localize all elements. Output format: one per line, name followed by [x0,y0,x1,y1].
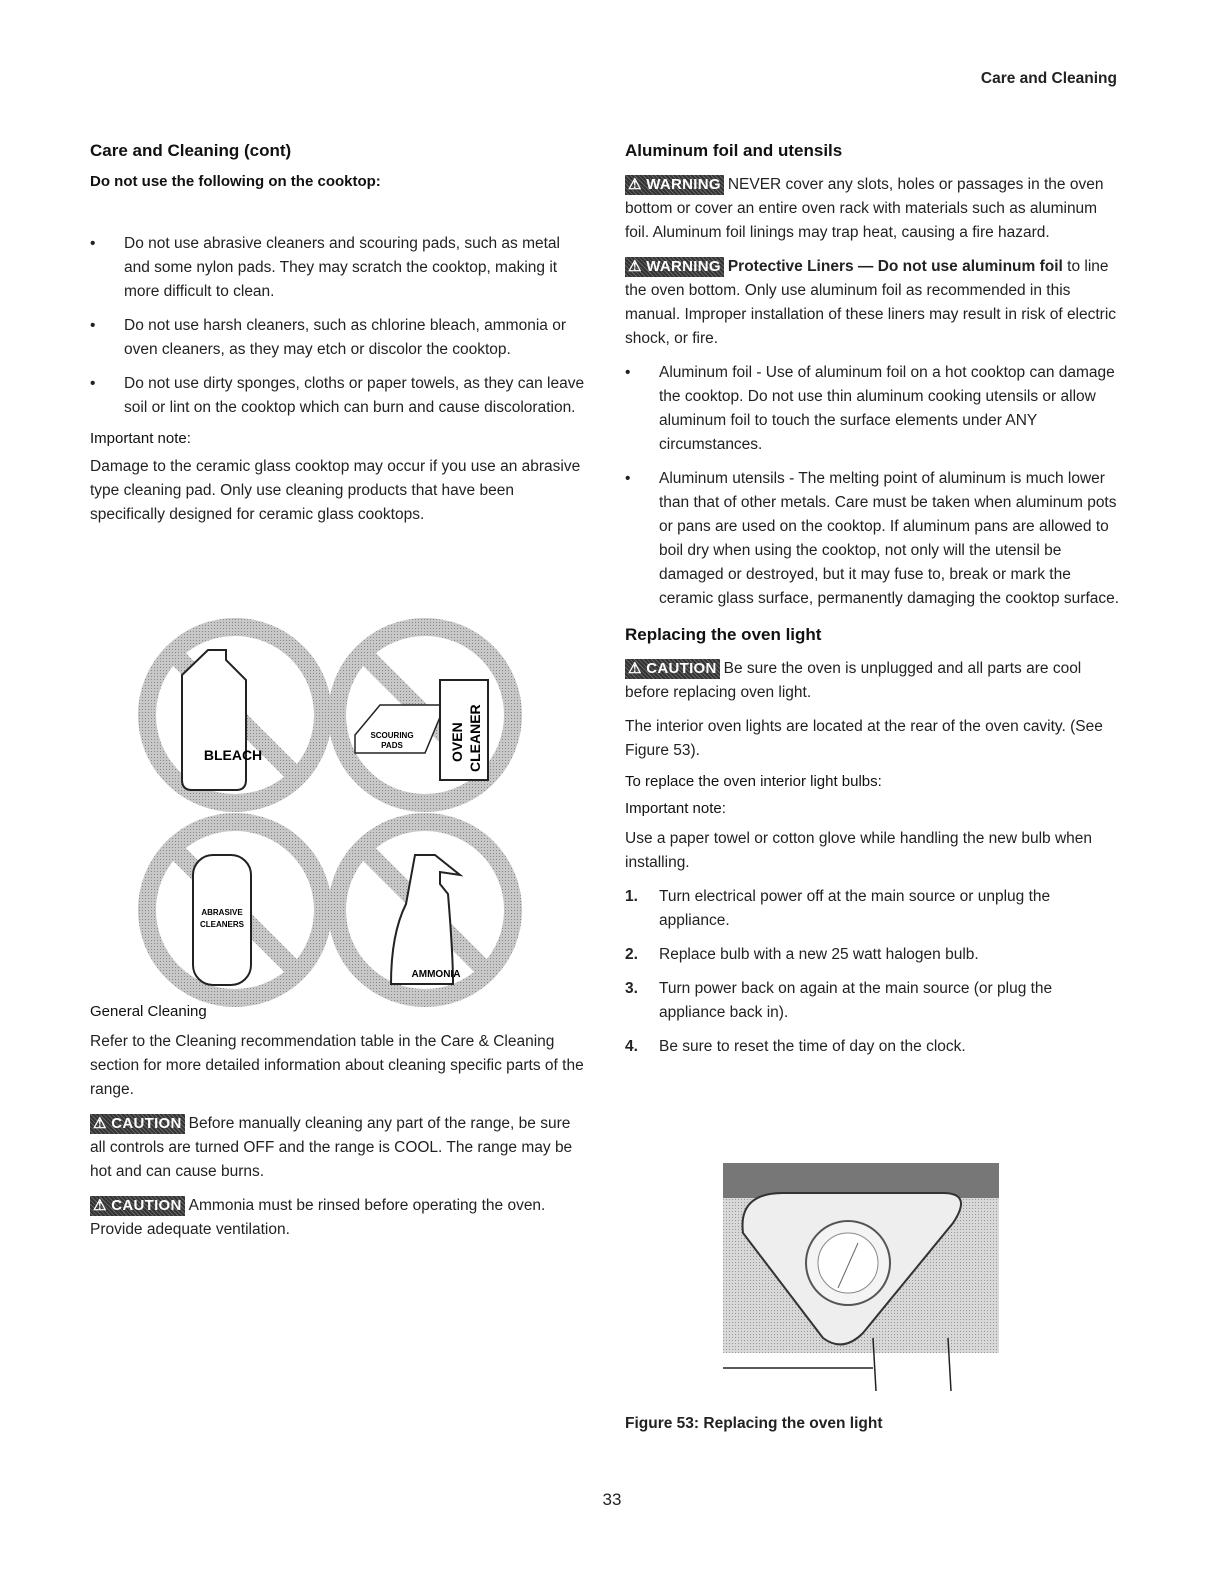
aluminum-bullet-list [625,361,1122,611]
aluminum-section-title: Aluminum foil and utensils [625,141,843,160]
pads-label: PADS [381,741,403,750]
no-scouring-pads-oven-cleaner-sign [337,627,513,803]
step-item: 3. Turn power back on again at the main source (or plug the appliance back in). [625,980,1053,1021]
ammonia-label: AMMONIA [411,969,461,980]
list-item: • Aluminum foil - Use of aluminum foil on a hot cooktop can damage the cooktop. Do not use thin aluminum cooking utensils or allow aluminum foil to touch the surface elements under ANY circumstances. [625,361,1122,457]
important-note-text: Use a paper towel or cotton glove while handling the new bulb when installing. [625,830,1093,871]
step-item: 1. Turn electrical power off at the main source or unplug the appliance. [625,888,1051,929]
caution-badge: ⚠ CAUTION [90,1196,185,1216]
warning-badge: ⚠ WARNING [625,175,724,195]
right-column [625,141,1122,1069]
general-cleaning-text: Refer to the Cleaning recommendation table in the Care & Cleaning section for more detailed information about cleaning specific parts of the range. [90,1033,584,1098]
warning-badge: ⚠ WARNING [625,257,724,277]
caution-note: ⚠ CAUTION Be sure the oven is unplugged and all parts are cool before replacing oven light. [625,660,1082,701]
caution-badge: ⚠ CAUTION [90,1114,185,1134]
list-item: • Do not use abrasive cleaners and scouring pads, such as metal and some nylon pads. They may scratch the cooktop, making it more difficult to clean. [90,232,588,304]
cleaner-label: CLEANER [467,704,483,772]
oven-light-photo [723,1163,999,1393]
prohibited-cleaners-illustration [130,610,530,1030]
oven-light-text: The interior oven lights are located at the rear of the oven cavity. (See Figure 53). [625,718,1103,759]
cleaners-label: CLEANERS [199,920,245,929]
important-note-text: Damage to the ceramic glass cooktop may occur if you use an abrasive type cleaning pad. Only use cleaning products that have been specifically designed for ceramic glass cooktops. [90,458,581,523]
warning-note-2: ⚠ WARNING Protective Liners — Do not use aluminum foil to line the oven bottom. Only use aluminum foil as recommended in this manual. Improper installation of these liners may result in risk of electric shock, or fire. [625,258,1117,347]
caution-note-1: ⚠ CAUTION Before manually cleaning any part of the range, be sure all controls are turned OFF and the range is COOL. The range may be hot and can cause burns. [90,1115,573,1180]
caution-note-2: ⚠ CAUTION Ammonia must be rinsed before operating the oven. Provide adequate ventilation. [90,1197,546,1238]
list-item: • Aluminum utensils - The melting point of aluminum is much lower than that of other metals. Care must be taken when aluminum pots or pans are used on the cooktop. If aluminum pans are allowed to boil dry when using the cooktop, not only will the utensil be damaged or destroyed, but it may fuse to, break or mark the ceramic glass surface, permanently damaging the cooktop surface. [625,467,1122,611]
no-ammonia-sign [337,822,513,998]
caution-badge: ⚠ CAUTION [625,659,720,679]
warning-note-1: ⚠ WARNING NEVER cover any slots, holes or passages in the oven bottom or cover an entire oven rack with materials such as aluminum foil. Aluminum foil linings may trap heat, causing a fire hazard. [625,176,1104,241]
no-bleach-sign [147,627,323,803]
important-note-label: Important note: [90,430,191,447]
general-cleaning-title: General Cleaning [90,1003,207,1020]
figure-caption: Figure 53: Replacing the oven light [625,1415,883,1432]
replace-bulbs-label: To replace the oven interior light bulbs: [625,773,882,790]
subheading: Do not use the following on the cooktop: [90,173,381,190]
step-item: 4. Be sure to reset the time of day on the clock. [625,1038,966,1055]
general-cleaning-section [90,1003,588,1242]
section-title: Care and Cleaning (cont) [90,141,292,160]
bleach-label: BLEACH [203,747,263,763]
steps-list [625,885,1122,1059]
step-item: 2. Replace bulb with a new 25 watt halogen bulb. [625,946,979,963]
scouring-label: SCOURING [370,731,414,740]
list-item: • Do not use harsh cleaners, such as chlorine bleach, ammonia or oven cleaners, as they may etch or discolor the cooktop. [90,314,588,362]
left-column [90,141,588,527]
important-note-label: Important note: [625,800,726,817]
bullet-list [90,232,588,420]
running-header: Care and Cleaning [980,70,1117,87]
list-item: • Do not use dirty sponges, cloths or paper towels, as they can leave soil or lint on the cooktop which can burn and cause discoloration. [90,372,588,420]
abrasive-label: ABRASIVE [201,908,243,917]
oven-label: OVEN [449,722,465,762]
no-abrasive-cleaners-sign [147,822,323,998]
oven-light-section-title: Replacing the oven light [625,625,822,644]
page-number: 33 [602,1490,622,1509]
